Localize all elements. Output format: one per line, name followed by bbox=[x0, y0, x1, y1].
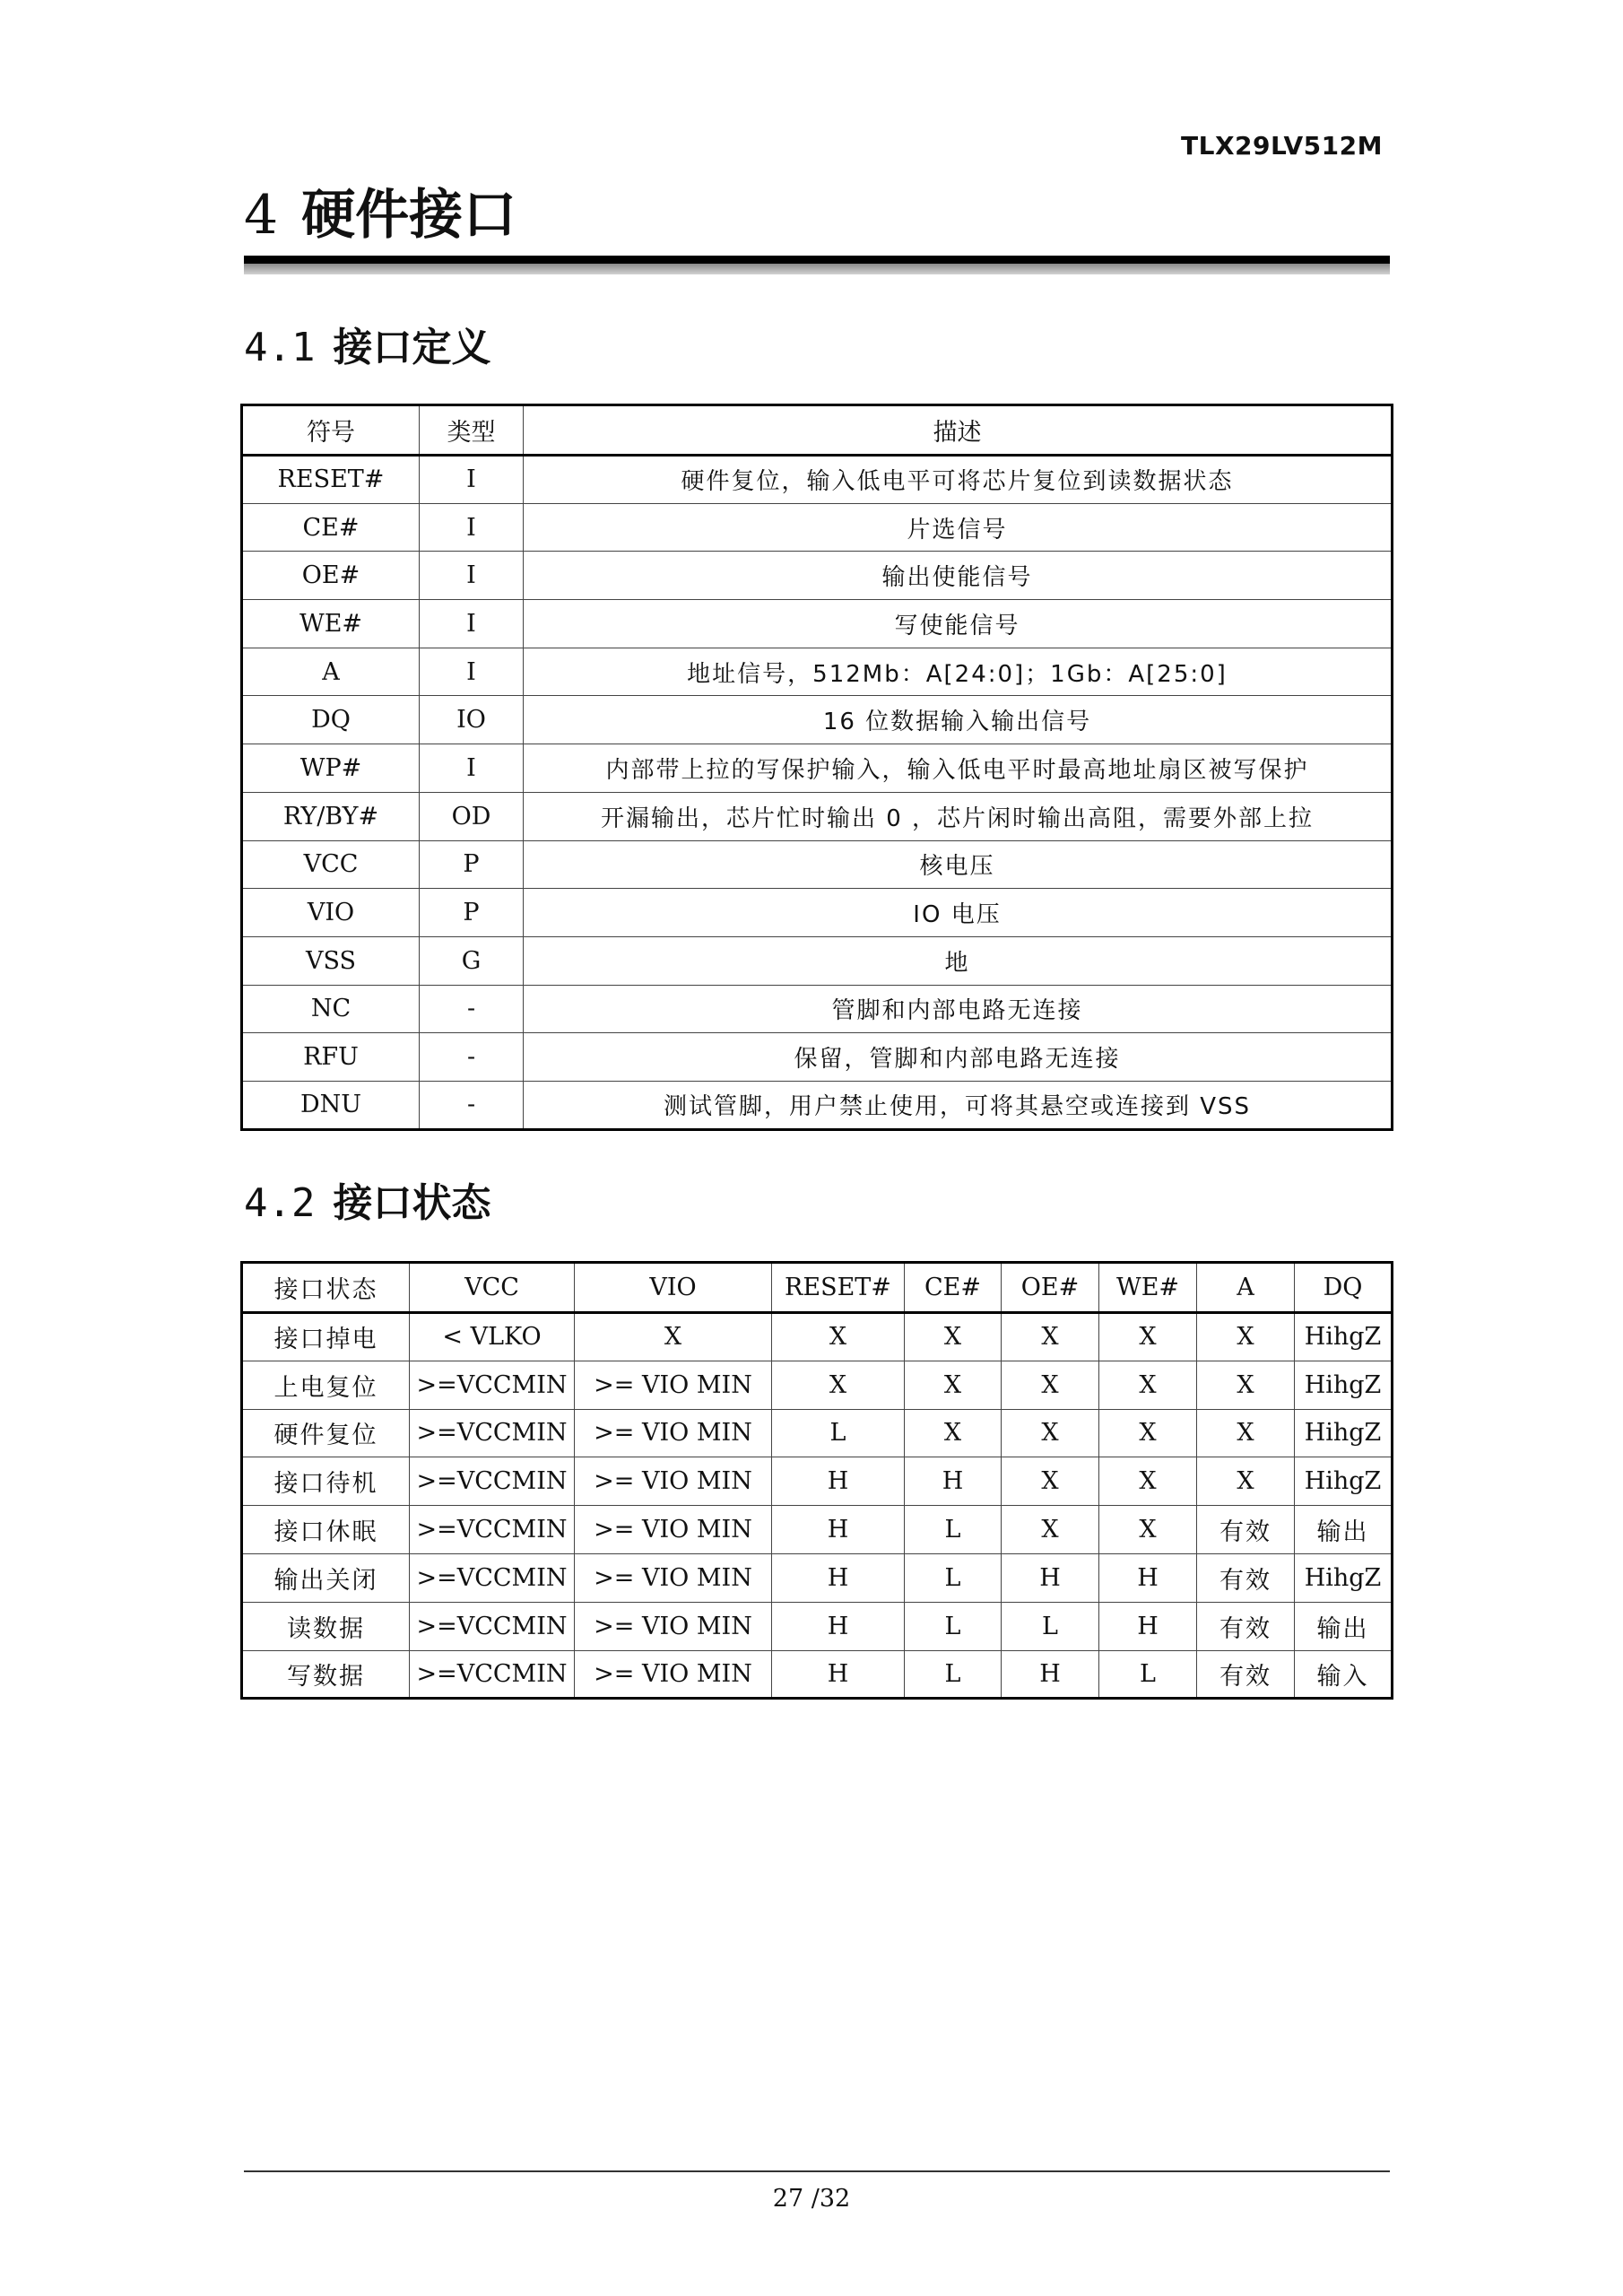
state-value-cell: H bbox=[1099, 1553, 1197, 1602]
type-cell: - bbox=[420, 1033, 524, 1082]
state-value-cell: X bbox=[905, 1409, 1002, 1457]
description-cell: 地址信号，512Mb：A[24:0]；1Gb：A[25:0] bbox=[524, 648, 1393, 696]
table-row bbox=[242, 1506, 1393, 1554]
type-cell: IO bbox=[420, 696, 524, 744]
table-row bbox=[242, 552, 1393, 600]
description-cell: 输出使能信号 bbox=[524, 552, 1393, 600]
section-title: 接口定义 bbox=[333, 325, 491, 370]
type-cell: - bbox=[420, 1081, 524, 1129]
state-value-cell: L bbox=[905, 1602, 1002, 1650]
state-value-cell: >=VCCMIN bbox=[410, 1409, 575, 1457]
interface-state-table bbox=[240, 1261, 1393, 1700]
section-heading-interface-state bbox=[244, 1177, 490, 1231]
table-row bbox=[242, 840, 1393, 889]
table-row bbox=[242, 1313, 1393, 1361]
state-value-cell: >= VIO MIN bbox=[575, 1506, 772, 1554]
state-value-cell: >= VIO MIN bbox=[575, 1457, 772, 1506]
state-value-cell: X bbox=[772, 1313, 905, 1361]
type-cell: I bbox=[420, 744, 524, 793]
state-value-cell: HihgZ bbox=[1295, 1361, 1393, 1409]
state-value-cell: L bbox=[905, 1553, 1002, 1602]
page-number: 27 /32 bbox=[772, 2185, 851, 2213]
table-row bbox=[242, 936, 1393, 985]
symbol-cell: RFU bbox=[242, 1033, 420, 1082]
state-value-cell: X bbox=[1197, 1361, 1295, 1409]
type-cell: I bbox=[420, 600, 524, 648]
column-header: CE# bbox=[905, 1263, 1002, 1313]
description-cell: 开漏输出，芯片忙时输出 0 ，芯片闲时输出高阻，需要外部上拉 bbox=[524, 792, 1393, 840]
description-cell: 测试管脚，用户禁止使用，可将其悬空或连接到 VSS bbox=[524, 1081, 1393, 1129]
symbol-cell: DQ bbox=[242, 696, 420, 744]
state-value-cell: 有效 bbox=[1197, 1553, 1295, 1602]
column-header-symbol: 符号 bbox=[242, 405, 420, 456]
section-number: 4.1 bbox=[244, 325, 316, 370]
symbol-cell: NC bbox=[242, 985, 420, 1033]
symbol-cell: VCC bbox=[242, 840, 420, 889]
state-value-cell: H bbox=[772, 1506, 905, 1554]
state-value-cell: L bbox=[905, 1650, 1002, 1699]
state-value-cell: H bbox=[772, 1650, 905, 1699]
state-value-cell: X bbox=[1197, 1409, 1295, 1457]
chapter-title: 硬件接口 bbox=[301, 184, 517, 247]
state-value-cell: >=VCCMIN bbox=[410, 1457, 575, 1506]
state-name-cell: 接口待机 bbox=[242, 1457, 410, 1506]
state-value-cell: L bbox=[1002, 1602, 1099, 1650]
state-value-cell: X bbox=[1197, 1313, 1295, 1361]
table-row bbox=[242, 456, 1393, 504]
state-value-cell: X bbox=[772, 1361, 905, 1409]
column-header: DQ bbox=[1295, 1263, 1393, 1313]
state-value-cell: >= VIO MIN bbox=[575, 1553, 772, 1602]
state-value-cell: >=VCCMIN bbox=[410, 1553, 575, 1602]
state-value-cell: HihgZ bbox=[1295, 1409, 1393, 1457]
state-value-cell: HihgZ bbox=[1295, 1313, 1393, 1361]
state-value-cell: 有效 bbox=[1197, 1650, 1295, 1699]
state-value-cell: H bbox=[1002, 1553, 1099, 1602]
state-value-cell: H bbox=[772, 1602, 905, 1650]
state-name-cell: 上电复位 bbox=[242, 1361, 410, 1409]
table-header-row bbox=[242, 405, 1393, 456]
table-row bbox=[242, 744, 1393, 793]
symbol-cell: CE# bbox=[242, 503, 420, 552]
description-cell: 地 bbox=[524, 936, 1393, 985]
chapter-heading bbox=[244, 179, 516, 251]
column-header: A bbox=[1197, 1263, 1295, 1313]
symbol-cell: OE# bbox=[242, 552, 420, 600]
description-cell: 片选信号 bbox=[524, 503, 1393, 552]
column-header: VCC bbox=[410, 1263, 575, 1313]
table-row bbox=[242, 696, 1393, 744]
table-row bbox=[242, 1602, 1393, 1650]
table-row bbox=[242, 1457, 1393, 1506]
symbol-cell: RESET# bbox=[242, 456, 420, 504]
table-row bbox=[242, 1553, 1393, 1602]
state-value-cell: >= VIO MIN bbox=[575, 1409, 772, 1457]
chapter-rule-shadow bbox=[244, 264, 1390, 274]
table-row bbox=[242, 1361, 1393, 1409]
column-header: WE# bbox=[1099, 1263, 1197, 1313]
state-value-cell: < VLKO bbox=[410, 1313, 575, 1361]
state-value-cell: X bbox=[1099, 1506, 1197, 1554]
description-cell: 核电压 bbox=[524, 840, 1393, 889]
document-code: TLX29LV512M bbox=[1181, 131, 1383, 161]
state-value-cell: >= VIO MIN bbox=[575, 1650, 772, 1699]
symbol-cell: WE# bbox=[242, 600, 420, 648]
table-row bbox=[242, 1650, 1393, 1699]
state-value-cell: X bbox=[1002, 1313, 1099, 1361]
state-value-cell: >=VCCMIN bbox=[410, 1361, 575, 1409]
type-cell: G bbox=[420, 936, 524, 985]
state-value-cell: X bbox=[1002, 1457, 1099, 1506]
interface-definition-table bbox=[240, 404, 1393, 1131]
footer-rule bbox=[244, 2170, 1390, 2172]
state-value-cell: 有效 bbox=[1197, 1506, 1295, 1554]
description-cell: 写使能信号 bbox=[524, 600, 1393, 648]
state-value-cell: X bbox=[1099, 1409, 1197, 1457]
state-value-cell: >=VCCMIN bbox=[410, 1650, 575, 1699]
state-value-cell: H bbox=[772, 1553, 905, 1602]
type-cell: I bbox=[420, 552, 524, 600]
state-value-cell: H bbox=[772, 1457, 905, 1506]
type-cell: I bbox=[420, 648, 524, 696]
state-name-cell: 读数据 bbox=[242, 1602, 410, 1650]
state-value-cell: H bbox=[1002, 1650, 1099, 1699]
column-header: VIO bbox=[575, 1263, 772, 1313]
state-name-cell: 接口掉电 bbox=[242, 1313, 410, 1361]
table-row bbox=[242, 1409, 1393, 1457]
chapter-number: 4 bbox=[244, 184, 279, 247]
type-cell: P bbox=[420, 840, 524, 889]
state-value-cell: >= VIO MIN bbox=[575, 1361, 772, 1409]
symbol-cell: RY/BY# bbox=[242, 792, 420, 840]
state-name-cell: 写数据 bbox=[242, 1650, 410, 1699]
state-value-cell: X bbox=[905, 1361, 1002, 1409]
state-value-cell: 有效 bbox=[1197, 1602, 1295, 1650]
type-cell: P bbox=[420, 889, 524, 937]
symbol-cell: VSS bbox=[242, 936, 420, 985]
table-row bbox=[242, 1081, 1393, 1129]
state-value-cell: 输出 bbox=[1295, 1506, 1393, 1554]
state-value-cell: 输出 bbox=[1295, 1602, 1393, 1650]
table-row bbox=[242, 985, 1393, 1033]
table-row bbox=[242, 889, 1393, 937]
table-row bbox=[242, 792, 1393, 840]
state-value-cell: X bbox=[1099, 1457, 1197, 1506]
column-header: OE# bbox=[1002, 1263, 1099, 1313]
state-value-cell: >= VIO MIN bbox=[575, 1602, 772, 1650]
section-heading-interface-definition bbox=[244, 321, 490, 375]
description-cell: 硬件复位，输入低电平可将芯片复位到读数据状态 bbox=[524, 456, 1393, 504]
column-header: RESET# bbox=[772, 1263, 905, 1313]
description-cell: 16 位数据输入输出信号 bbox=[524, 696, 1393, 744]
state-value-cell: X bbox=[905, 1313, 1002, 1361]
column-header: 接口状态 bbox=[242, 1263, 410, 1313]
symbol-cell: DNU bbox=[242, 1081, 420, 1129]
state-value-cell: X bbox=[575, 1313, 772, 1361]
state-name-cell: 输出关闭 bbox=[242, 1553, 410, 1602]
state-value-cell: L bbox=[905, 1506, 1002, 1554]
state-value-cell: L bbox=[772, 1409, 905, 1457]
symbol-cell: VIO bbox=[242, 889, 420, 937]
description-cell: 管脚和内部电路无连接 bbox=[524, 985, 1393, 1033]
type-cell: I bbox=[420, 456, 524, 504]
state-value-cell: X bbox=[1197, 1457, 1295, 1506]
table-row bbox=[242, 600, 1393, 648]
state-value-cell: HihgZ bbox=[1295, 1553, 1393, 1602]
table-header-row bbox=[242, 1263, 1393, 1313]
description-cell: 保留，管脚和内部电路无连接 bbox=[524, 1033, 1393, 1082]
state-value-cell: X bbox=[1099, 1313, 1197, 1361]
state-value-cell: X bbox=[1002, 1361, 1099, 1409]
symbol-cell: A bbox=[242, 648, 420, 696]
state-value-cell: 输入 bbox=[1295, 1650, 1393, 1699]
type-cell: - bbox=[420, 985, 524, 1033]
column-header-description: 描述 bbox=[524, 405, 1393, 456]
section-title: 接口状态 bbox=[333, 1180, 491, 1226]
type-cell: OD bbox=[420, 792, 524, 840]
description-cell: IO 电压 bbox=[524, 889, 1393, 937]
interface-state-rows bbox=[242, 1313, 1393, 1699]
interface-definition-rows bbox=[242, 456, 1393, 1130]
state-value-cell: L bbox=[1099, 1650, 1197, 1699]
state-value-cell: >=VCCMIN bbox=[410, 1602, 575, 1650]
table-row bbox=[242, 503, 1393, 552]
column-header-type: 类型 bbox=[420, 405, 524, 456]
state-value-cell: HihgZ bbox=[1295, 1457, 1393, 1506]
table-row bbox=[242, 1033, 1393, 1082]
state-name-cell: 硬件复位 bbox=[242, 1409, 410, 1457]
section-number: 4.2 bbox=[244, 1180, 316, 1226]
state-value-cell: X bbox=[1099, 1361, 1197, 1409]
state-value-cell: X bbox=[1002, 1506, 1099, 1554]
state-value-cell: H bbox=[905, 1457, 1002, 1506]
chapter-rule bbox=[244, 256, 1390, 264]
table-row bbox=[242, 648, 1393, 696]
state-name-cell: 接口休眠 bbox=[242, 1506, 410, 1554]
description-cell: 内部带上拉的写保护输入，输入低电平时最高地址扇区被写保护 bbox=[524, 744, 1393, 793]
state-value-cell: X bbox=[1002, 1409, 1099, 1457]
type-cell: I bbox=[420, 503, 524, 552]
state-value-cell: >=VCCMIN bbox=[410, 1506, 575, 1554]
symbol-cell: WP# bbox=[242, 744, 420, 793]
state-value-cell: H bbox=[1099, 1602, 1197, 1650]
